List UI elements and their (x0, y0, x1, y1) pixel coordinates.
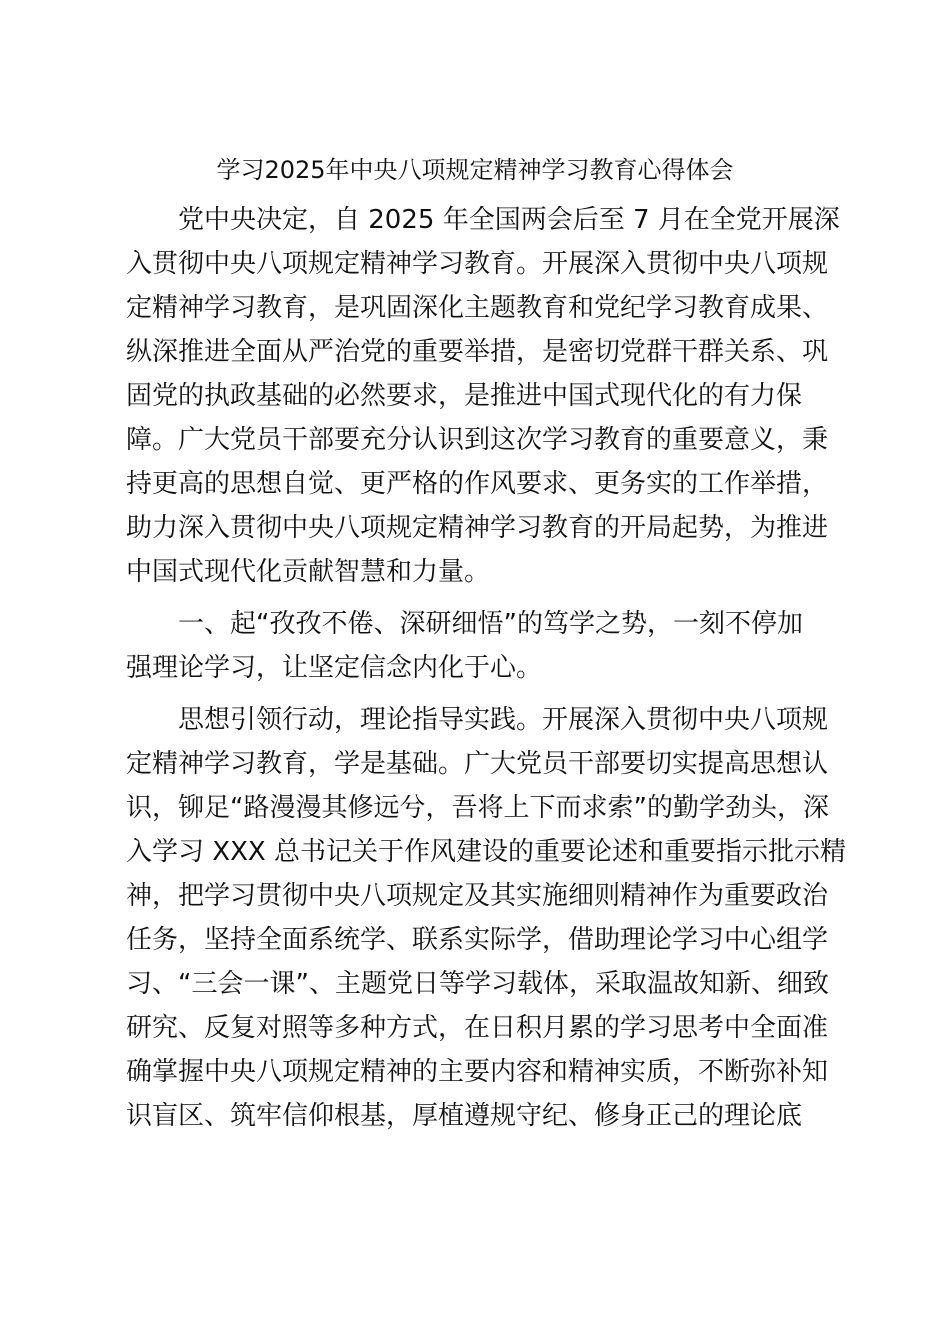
paragraph-3 (126, 698, 846, 1138)
heading-line: 一、起“孜孜不倦、深研细悟”的笃学之势，一刻不停加 (178, 609, 803, 639)
paragraph-line: 定精神学习教育，学是基础。广大党员干部要切实提高思想认 (126, 749, 829, 779)
paragraph-line: 中国式现代化贡献智慧和力量。 (126, 557, 491, 587)
paragraph-line: 识盲区、筑牢信仰根基，厚植遵规守纪、修身正己的理论底 (126, 1101, 803, 1131)
paragraph-line: 确掌握中央八项规定精神的主要内容和精神实质，不断弥补知 (126, 1057, 829, 1087)
paragraph-line: 持更高的思想自觉、更严格的作风要求、更务实的工作举措， (126, 469, 829, 499)
paragraph-line: 识，铆足“路漫漫其修远兮，吾将上下而求索”的勤学劲头，深 (126, 793, 829, 823)
paragraph-line: 党中央决定，自 2025 年全国两会后至 7 月在全党开展深 (178, 205, 840, 235)
paragraph-line: 思想引领行动，理论指导实践。开展深入贯彻中央八项规 (178, 705, 829, 735)
paragraph-line: 固党的执政基础的必然要求，是推进中国式现代化的有力保 (126, 381, 803, 411)
document-title: 学习2025年中央八项规定精神学习教育心得体会 (216, 156, 734, 184)
paragraph-line: 任务，坚持全面系统学、联系实际学，借助理论学习中心组学 (126, 925, 829, 955)
paragraph-1 (126, 198, 840, 594)
paragraph-line: 定精神学习教育，是巩固深化主题教育和党纪学习教育成果、 (126, 293, 829, 323)
paragraph-line: 纵深推进全面从严治党的重要举措，是密切党群干群关系、巩 (126, 337, 829, 367)
heading-line: 强理论学习，让坚定信念内化于心。 (126, 653, 543, 683)
paragraph-line: 助力深入贯彻中央八项规定精神学习教育的开局起势，为推进 (126, 513, 829, 543)
document-body (126, 198, 846, 1138)
paragraph-line: 习、“三会一课”、主题党日等学习载体，采取温故知新、细致 (126, 969, 829, 999)
section-heading-1 (126, 602, 836, 690)
paragraph-line: 神，把学习贯彻中央八项规定及其实施细则精神作为重要政治 (126, 881, 829, 911)
paragraph-line: 入学习 XXX 总书记关于作风建设的重要论述和重要指示批示精 (126, 837, 846, 867)
paragraph-line: 入贯彻中央八项规定精神学习教育。开展深入贯彻中央八项规 (126, 249, 829, 279)
paragraph-line: 障。广大党员干部要充分认识到这次学习教育的重要意义，秉 (126, 425, 829, 455)
paragraph-line: 研究、反复对照等多种方式，在日积月累的学习思考中全面准 (126, 1013, 829, 1043)
